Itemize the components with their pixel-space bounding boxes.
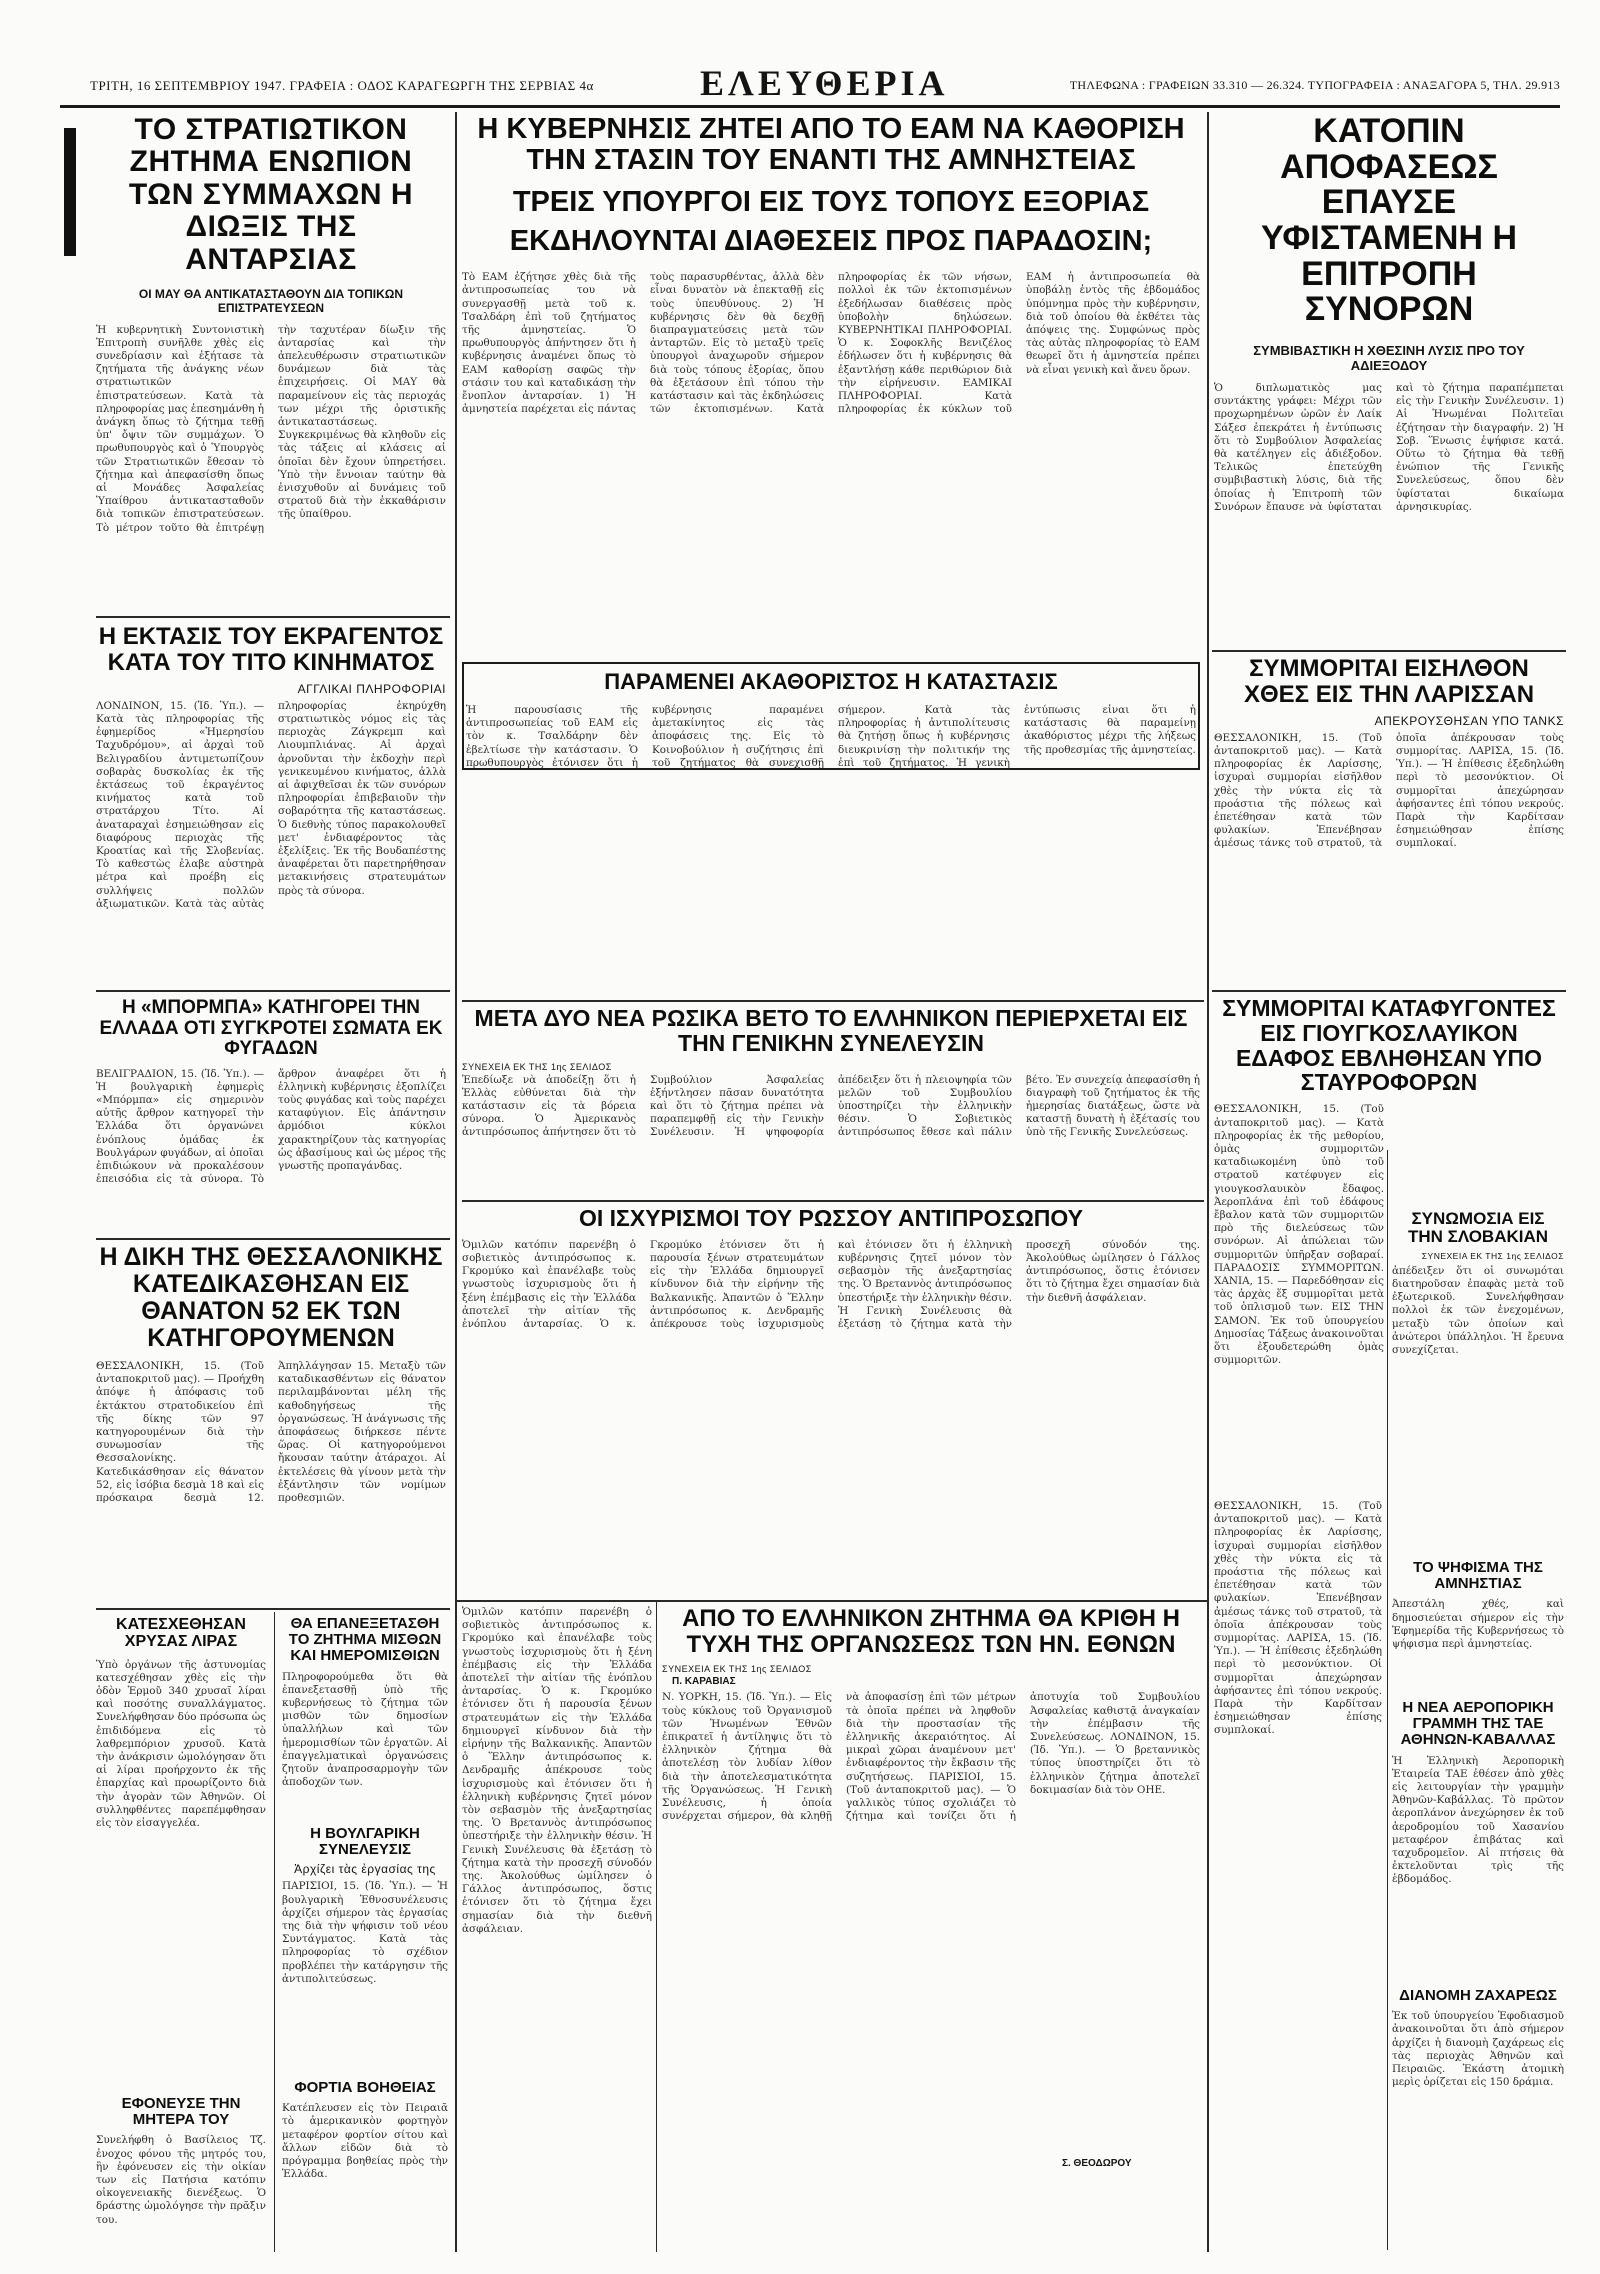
- relief-article: [282, 2080, 448, 2222]
- rule: [656, 1602, 657, 2252]
- left-lead-headline: ΤΟ ΣΤΡΑΤΙΩΤΙΚΟΝ ΖΗΤΗΜΑ ΕΝΩΠΙΟΝ ΤΩΝ ΣΥΜΜΑΧΩΝ Η ΔΙΩΞΙΣ ΤΗΣ ΑΝΤΑΡΣΙΑΣ: [128, 113, 414, 276]
- un-headline: ΑΠΟ ΤΟ ΕΛΛΗΝΙΚΟΝ ΖΗΤΗΜΑ ΘΑ ΚΡΙΘΗ Η ΤΥΧΗ ΤΗΣ ΟΡΓΑΝΩΣΕΩΣ ΤΩΝ ΗΝ. ΕΘΝΩΝ: [682, 1605, 1180, 1658]
- relief-body: Κατέπλευσεν εἰς τὸν Πειραιᾶ τὸ ἀμερικανικὸν φορτηγὸν μεταφέρον φορτίον σίτου καὶ ἄλλων εἰδῶν διὰ τὸ πρόγραμμα βοηθείας πρὸς τὴν Ἑλλάδα.: [282, 2102, 448, 2181]
- un-signature: Σ. ΘΕΟΔΩΡΟΥ: [1062, 2158, 1132, 2169]
- relief-headline: ΦΟΡΤΙΑ ΒΟΗΘΕΙΑΣ: [294, 2079, 436, 2096]
- larissa-headline: ΣΥΜΜΟΡΙΤΑΙ ΕΙΣΗΛΘΟΝ ΧΘΕΣ ΕΙΣ ΤΗΝ ΛΑΡΙΣΣΑΝ: [1243, 655, 1535, 708]
- larissa-article: [1214, 656, 1564, 982]
- rule: [1212, 650, 1566, 652]
- tito-article: [96, 624, 446, 980]
- rule: [96, 1608, 450, 1610]
- left-lead-body: Ἡ κυβερνητικὴ Συντονιστικὴ Ἐπιτροπὴ συνῆλθε χθὲς εἰς συνεδρίασιν καὶ ἐξήτασε τὰ ζητήματα τῆς ἀνάγκης νέων στρατιωτικῶν ἐπιστρατεύσεων. Κατὰ τὰ πληροφορίας μας ἐπεσημάνθη ἡ ἀνάγκη ὅπως τὸ ζήτημα τεθῇ ὑπ' ὄψιν τῶν συμμάχων. Ὁ πρωθυπουργὸς καὶ ὁ Ὑπουργὸς τῶν Στρατιωτικῶν ἔθεσαν τὸ ζήτημα καὶ ἀπεφασίσθη ὅπως αἱ Μονάδες Ἀσφαλείας Ὑπαίθρου ἀντικατασταθοῦν διὰ τοπικῶν ἐπιστρατεύσεων. Τὸ μέτρον τοῦτο θὰ ἐπιτρέψῃ τὴν ταχυτέραν δίωξιν τῆς ἀνταρσίας καὶ τὴν ἀπελευθέρωσιν στρατιωτικῶν δυνάμεων διὰ τὰς ἐπιχειρήσεις. Οἱ ΜΑΥ θὰ παραμείνουν εἰς τὰς περιοχάς των μέχρι τῆς ὁριστικῆς ἀντικαταστάσεως. Συγκεκριμένως θὰ κληθοῦν εἰς τὰς τάξεις αἱ κλάσεις αἱ ὁποῖαι δὲν ἔχουν ὑπηρετήσει. Ὑπὸ τὴν ἔννοιαν ταύτην θὰ ἐνισχυθοῦν αἱ δυνάμεις τοῦ στρατοῦ διὰ τὴν ἐκκαθάρισιν τῆς ὑπαίθρου.: [96, 323, 446, 534]
- rule: [462, 1000, 1204, 1002]
- borba-article: [96, 998, 446, 1238]
- bulgarian-assembly-body: ΠΑΡΙΣΙΟΙ, 15. (Ἰδ. Ὑπ.). — Ἡ βουλγαρικὴ Ἐθνοσυνέλευσις ἀρχίζει σήμερον τὰς ἐργασίας της διὰ τὴν ψήφισιν τοῦ νέου Συντάγματος. Κατὰ τὰς πληροφορίας τὸ σχέδιον προβλέπει τὴν κατάργησιν τῆς ἀντιπολιτεύσεως.: [282, 1880, 448, 1985]
- situation-headline: ΠΑΡΑΜΕΝΕΙ ΑΚΑΘΟΡΙΣΤΟΣ Η ΚΑΤΑΣΤΑΣΙΣ: [604, 669, 1058, 694]
- rule: [96, 990, 450, 992]
- un-article: [662, 1606, 1200, 2251]
- bulgarian-assembly-article: [282, 1826, 448, 2010]
- center-lead-headline-3: ΕΚΔΗΛΟΥΝΤΑΙ ΔΙΑΘΕΣΕΙΣ ΠΡΟΣ ΠΑΡΑΔΟΣΙΝ;: [509, 224, 1153, 257]
- masthead-phones: ΤΗΛΕΦΩΝΑ : ΓΡΑΦΕΙΩΝ 33.310 — 26.324. ΤΥΠΟΓΡΑΦΕΙΑ : ΑΝΑΞΑΓΟΡΑ 5, ΤΗΛ. 29.913: [1069, 78, 1560, 92]
- gold-body: Ὑπὸ ὀργάνων τῆς ἀστυνομίας κατεσχέθησαν χθὲς εἰς τὴν ὁδὸν Ἑρμοῦ 340 χρυσαῖ λίραι καὶ ποσότης συναλλάγματος. Συνελήφθησαν δύο πρόσωπα ὡς ἐπιδιδόμενα εἰς τὸ λαθρεμπόριον χρυσοῦ. Κατὰ τὴν ἀνάκρισιν ὡμολόγησαν ὅτι αἱ λίραι προήρχοντο ἐκ τῆς ἐπαρχίας καὶ προωρίζοντο διὰ τὴν ἀγορὰν τῶν Ἀθηνῶν. Οἱ συλληφθέντες παρεπέμφθησαν εἰς τὸν εἰσαγγελέα.: [96, 1658, 266, 1829]
- claims-article: [462, 1206, 1200, 1589]
- tito-tag: ΑΓΓΛΙΚΑΙ ΠΛΗΡΟΦΟΡΙΑΙ: [297, 681, 446, 696]
- un-body: Ν. ΥΟΡΚΗ, 15. (Ἰδ. Ὑπ.). — Εἰς τοὺς κύκλους τοῦ Ὀργανισμοῦ τῶν Ἡνωμένων Ἐθνῶν ἐπικρατεῖ ἡ ἀντίληψις ὅτι τὸ ἑλληνικὸν ζήτημα θὰ ἀποτελέσῃ τὸν λυδίαν λίθον διὰ τὴν ἀποτελεσματικότητα τῆς Ὀργανώσεως. Ἡ Γενικὴ Συνέλευσις, ἡ ὁποία συνέρχεται σήμερον, θὰ κληθῇ νὰ ἀποφασίσῃ ἐπὶ τῶν μέτρων τὰ ὁποῖα πρέπει νὰ ληφθοῦν διὰ τὴν προστασίαν τῆς ἑλληνικῆς ἀκεραιότητος. Αἱ μικραὶ χῶραι ἀναμένουν μετ' ἐνδιαφέροντος τὴν ἔκβασιν τῆς συζητήσεως. ΠΑΡΙΣΙΟΙ, 15. (Τοῦ ἀνταποκριτοῦ μας). — Ὁ γαλλικὸς τύπος σχολιάζει τὸ ζήτημα καὶ τονίζει ὅτι ἡ ἀποτυχία τοῦ Συμβουλίου Ἀσφαλείας καθιστᾷ ἀναγκαίαν τὴν ἐπέμβασιν τῆς Συνελεύσεως. ΛΟΝΔΙΝΟΝ, 15. (Ἰδ. Ὑπ.). — Ὁ βρεταννικὸς τύπος ὑποστηρίζει ὅτι τὸ ἑλληνικὸν ζήτημα ἀποτελεῖ δοκιμασίαν διὰ τὸν ΟΗΕ.: [662, 1691, 1200, 1823]
- refuge-headline: ΣΥΜΜΟΡΙΤΑΙ ΚΑΤΑΦΥΓΟΝΤΕΣ ΕΙΣ ΓΙΟΥΓΚΟΣΛΑΥΙΚΟΝ ΕΔΑΦΟΣ ΕΒΛΗΘΗΣΑΝ ΥΠΟ ΣΤΑΥΡΟΦΟΡΩΝ: [1222, 995, 1556, 1096]
- rule: [96, 616, 450, 618]
- rule: [1387, 1150, 1388, 2250]
- masthead: [60, 64, 1560, 108]
- larissa-tag: ΑΠΕΚΡΟΥΣΘΗΣΑΝ ΥΠΟ ΤΑΝΚΣ: [1374, 713, 1564, 728]
- rule: [96, 1238, 450, 1240]
- mother-body: Συνελήφθη ὁ Βασίλειος Τζ. ἐνοχος φόνου τῆς μητρός του, ἣν ἐφόνευσεν εἰς τὴν οἰκίαν των εἰς Πατήσια κατόπιν οἰκογενειακῆς διενέξεως. Ὁ δράστης ὡμολόγησε τὴν πρᾶξιν του.: [96, 2134, 266, 2226]
- refuge-body: ΘΕΣΣΑΛΟΝΙΚΗ, 15. (Τοῦ ἀνταποκριτοῦ μας). — Κατὰ πληροφορίας ἐκ τῆς μεθορίου, ὁμὰς συμμοριτῶν καταδιωκομένη ὑπὸ τοῦ στρατοῦ κατέφυγεν εἰς γιουγκοσλαυικὸν ἔδαφος. Ἀεροπλάνα ἐπὶ τοῦ ἐδάφους ἔβαλον κατὰ τῶν συμμοριτῶν πρὸ τῆς διελεύσεως τῶν συνόρων. Αἱ ἀπώλειαι τῶν συμμοριτῶν ὑπῆρξαν σοβαραί. ΠΑΡΑΔΟΣΙΣ ΣΥΜΜΟΡΙΤΩΝ. ΧΑΝΙΑ, 15. — Παρεδόθησαν εἰς τὰς ἀρχὰς ἕξ συμμορῖται μετὰ τοῦ ὁπλισμοῦ των. ΕΙΣ ΤΗΝ ΣΑΜΟΝ. Ἐκ τοῦ ὑπουργείου Δημοσίας Τάξεως ἀνακοινοῦται ὅτι ἐξουδετερώθη ὁμὰς συμμοριτῶν.: [1214, 1103, 1384, 1367]
- gold-article: [96, 1616, 266, 1959]
- column-rule-left: [455, 112, 457, 2252]
- amnesty-vote-article: [1392, 1560, 1564, 1664]
- center-lead-headline-1: Η ΚΥΒΕΡΝΗΣΙΣ ΖΗΤΕΙ ΑΠΟ ΤΟ ΕΑΜ ΝΑ ΚΑΘΟΡΙΣΗ ΤΗΝ ΣΤΑΣΙΝ ΤΟΥ ΕΝΑΝΤΙ ΤΗΣ ΑΜΝΗΣΤΕΙΑΣ: [477, 113, 1185, 177]
- rule: [455, 1600, 1207, 1602]
- slovakia-tag: ΣΥΝΕΧΕΙΑ ΕΚ ΤΗΣ 1ης ΣΕΛΙΔΟΣ: [1421, 1250, 1564, 1261]
- mother-headline: ΕΦΟΝΕΥΣΕ ΤΗΝ ΜΗΤΕΡΑ ΤΟΥ: [121, 2095, 241, 2129]
- bulgarian-assembly-tag: Ἀρχίζει τὰς ἐργασίας της: [294, 1862, 436, 1877]
- situation-body: Ἡ παρουσίασις τῆς ἀντιπροσωπείας τοῦ ΕΑΜ εἰς τὸν κ. Τσαλδάρην δὲν ἐβελτίωσε τὴν κατάστασιν. Ὁ πρωθυπουργὸς ἐτόνισεν ὅτι ἡ κυβέρνησις παραμένει ἀμετακίνητος εἰς τὰς ἀποφάσεις της. Εἰς τὸ Κοινοβούλιον ἡ συζήτησις ἐπὶ τοῦ ζητήματος θὰ συνεχισθῇ σήμερον. Κατὰ τὰς πληροφορίας ἡ ἀντιπολίτευσις θὰ ζητήσῃ ὅπως ἡ κυβέρνησις διευκρινίσῃ τὴν πολιτικήν της ἐπὶ τοῦ ζητήματος. Ἡ γενικὴ ἐντύπωσις εἶναι ὅτι ἡ κατάστασις θὰ παραμείνῃ ἀκαθόριστος μέχρι τῆς λήξεως τῆς προθεσμίας τῆς ἀμνηστείας.: [466, 704, 1196, 769]
- sugar-headline: ΔΙΑΝΟΜΗ ΖΑΧΑΡΕΩΣ: [1399, 1987, 1557, 2004]
- veto-tag: ΣΥΝΕΧΕΙΑ ΕΚ ΤΗΣ 1ης ΣΕΛΙΔΟΣ: [462, 1061, 612, 1072]
- salaries-headline: ΘΑ ΕΠΑΝΕΞΕΤΑΣΘΗ ΤΟ ΖΗΤΗΜΑ ΜΙΣΘΩΝ ΚΑΙ ΗΜΕΡΟΜΙΣΘΙΩΝ: [288, 1615, 442, 1665]
- airline-headline: Η ΝΕΑ ΑΕΡΟΠΟΡΙΚΗ ΓΡΑΜΜΗ ΤΗΣ ΤΑΕ ΑΘΗΝΩΝ-ΚΑΒΑΛΛΑΣ: [1400, 1699, 1556, 1749]
- right-lead-headline: ΚΑΤΟΠΙΝ ΑΠΟΦΑΣΕΩΣ ΕΠΑΥΣΕ ΥΦΙΣΤΑΜΕΝΗ Η ΕΠΙΤΡΟΠΗ ΣΥΝΟΡΩΝ: [1260, 112, 1518, 329]
- un-byline: Π. ΚΑΡΑΒΙΑΣ: [672, 1675, 736, 1687]
- newspaper-title: ΕΛΕΥΘΕΡΙΑ: [700, 63, 949, 103]
- bulgarian-assembly-headline: Η ΒΟΥΛΓΑΡΙΚΗ ΣΥΝΕΛΕΥΣΙΣ: [310, 1825, 420, 1859]
- thessaloniki-headline: Η ΔΙΚΗ ΤΗΣ ΘΕΣΣΑΛΟΝΙΚΗΣ ΚΑΤΕΔΙΚΑΣΘΗΣΑΝ ΕΙΣ ΘΑΝΑΤΟΝ 52 ΕΚ ΤΩΝ ΚΑΤΗΓΟΡΟΥΜΕΝΩΝ: [99, 1243, 443, 1352]
- claims-body: Ὁμιλῶν κατόπιν παρενέβη ὁ σοβιετικὸς ἀντιπρόσωπος κ. Γκρομύκο καὶ ἐπανέλαβε τοὺς γνωστοὺς ἰσχυρισμοὺς ὅτι ἡ ξένη ἐπέμβασις εἰς τὴν Ἑλλάδα ἀποτελεῖ τὴν αἰτίαν τῆς ἐνόπλου ἀνταρσίας. Ὁ κ. Γκρομύκο ἐτόνισεν ὅτι ἡ παρουσία ξένων στρατευμάτων εἰς τὴν Ἑλλάδα δημιουργεῖ κίνδυνον διὰ τὴν εἰρήνην τῆς Βαλκανικῆς. Ἀπαντῶν ὁ Ἕλλην ἀντιπρόσωπος κ. Δενδραμῆς ἀπέκρουσε τοὺς ἰσχυρισμοὺς καὶ ἐτόνισεν ὅτι ἡ ἑλληνικὴ κυβέρνησις ζητεῖ μόνον τὸν σεβασμὸν τῆς ἀνεξαρτησίας της. Ὁ Βρεταννὸς ἀντιπρόσωπος ὑπεστήριξε τὴν ἑλληνικὴν θέσιν. Ἡ Γενικὴ Συνέλευσις θὰ ἐξετάσῃ τὸ ζήτημα κατὰ τὴν προσεχῆ σύνοδόν της. Ἀκολούθως ὡμίλησεν ὁ Γάλλος ἀντιπρόσωπος, ὅστις ἐτόνισεν ὅτι τὸ ζήτημα ἔχει σημασίαν διὰ τὴν διεθνῆ ἀσφάλειαν.: [462, 1238, 1200, 1331]
- center-lead-headline-2: ΤΡΕΙΣ ΥΠΟΥΡΓΟΙ ΕΙΣ ΤΟΥΣ ΤΟΠΟΥΣ ΕΞΟΡΙΑΣ: [512, 185, 1150, 218]
- gold-headline: ΚΑΤΕΣΧΕΘΗΣΑΝ ΧΡΥΣΑΣ ΛΙΡΑΣ: [116, 1616, 246, 1651]
- rule: [462, 1200, 1204, 1202]
- borba-body: ΒΕΛΙΓΡΑΔΙΟΝ, 15. (Ἰδ. Ὑπ.). — Ἡ βουλγαρικὴ ἐφημερὶς «Μπόρμπα» εἰς σημερινὸν αὐτῆς ἄρθρον κατηγορεῖ τὴν Ἑλλάδα ὅτι ὀργανώνει ἐνόπλους ὁμάδας ἐκ Βουλγάρων φυγάδων, αἱ ὁποῖαι ἐπιδιώκουν νὰ προκαλέσουν ἐπεισόδια εἰς τὰ σύνορα. Τὸ ἄρθρον ἀναφέρει ὅτι ἡ ἑλληνικὴ κυβέρνησις ἐξοπλίζει τοὺς φυγάδας καὶ τοὺς παρέχει καταφύγιον. Εἰς ἀπάντησιν ἁρμόδιοι κύκλοι χαρακτηρίζουν τὰς κατηγορίας ὡς ἀβασίμους καὶ ὡς μέρος τῆς γνωστῆς προπαγάνδας.: [96, 1067, 446, 1186]
- left-lead-article: [96, 114, 446, 554]
- column-rule-right: [1207, 112, 1209, 2252]
- veto-body: Ἐπεδίωξε νὰ ἀποδείξῃ ὅτι ἡ Ἑλλὰς εὐθύνεται διὰ τὴν κατάστασιν εἰς τὰ βόρεια σύνορα. Ὁ Ἀμερικανὸς ἀντιπρόσωπος ἀπήντησεν ὅτι τὸ Συμβούλιον Ἀσφαλείας ἐξήντλησεν πᾶσαν δυνατότητα καὶ ὅτι τὸ ζήτημα πρέπει νὰ παραπεμφθῇ εἰς τὴν Γενικὴν Συνέλευσιν. Ἡ ψηφοφορία ἀπέδειξεν ὅτι ἡ πλειοψηφία τῶν μελῶν τοῦ Συμβουλίου ὑποστηρίζει τὴν ἑλληνικὴν θέσιν. Ὁ Σοβιετικὸς ἀντιπρόσωπος ἔθεσε καὶ πάλιν βέτο. Ἐν συνεχείᾳ ἀπεφασίσθη ἡ διαγραφὴ τοῦ ζητήματος ἐκ τῆς ἡμερησίας διατάξεως, ὥστε νὰ καταστῇ δυνατὴ ἡ ἐξέτασίς του ὑπὸ τῆς Γενικῆς Συνελεύσεως.: [462, 1073, 1200, 1139]
- slovakia-body: ἀπέδειξεν ὅτι οἱ συνωμόται διατηροῦσαν ἐπαφὰς μετὰ τοῦ ἐξωτερικοῦ. Συνελήφθησαν πολλοὶ ἐκ τῶν ἐνεχομένων, μεταξὺ τῶν ὁποίων καὶ ἀνώτεροι ὑπάλληλοι. Ἡ ἔρευνα συνεχίζεται.: [1392, 1264, 1564, 1356]
- airline-body: Ἡ Ἑλληνικὴ Ἀεροπορικὴ Ἑταιρεία ΤΑΕ ἐθέσεν ἀπὸ χθὲς εἰς λειτουργίαν τὴν γραμμὴν Ἀθηνῶν-Καβάλλας. Τὸ πρῶτον ἀεροπλάνον ἀνεχώρησεν ἐκ τοῦ ἀεροδρομίου τοῦ Χασανίου μεταφέρον ἐπιβάτας καὶ ταχυδρομεῖον. Αἱ πτήσεις θὰ ἐκτελοῦνται τρὶς τῆς ἑβδομάδος.: [1392, 1754, 1564, 1886]
- sugar-body: Ἐκ τοῦ ὑπουργείου Ἐφοδιασμοῦ ἀνακοινοῦται ὅτι ἀπὸ σήμερον ἀρχίζει ἡ διανομὴ ζαχάρεως εἰς τὰς περιοχὰς Ἀθηνῶν καὶ Πειραιῶς. Ἑκάστη ἀτομικὴ μερὶς ὁρίζεται εἰς 150 δράμια.: [1392, 2010, 1564, 2089]
- center-lead-body: Τὸ ΕΑΜ ἐζήτησε χθὲς διὰ τῆς ἀντιπροσωπείας του νὰ συνεργασθῇ μετὰ τοῦ κ. Τσαλδάρη ἐπὶ τοῦ ζητήματος τῆς ἀμνηστείας. Ὁ πρωθυπουργὸς ἀπήντησεν ὅτι ἡ κυβέρνησις ἀναμένει ὅπως τὸ ΕΑΜ καθορίσῃ σαφῶς τὴν στάσιν του καὶ καταδικάσῃ τὴν ἔνοπλον ἀνταρσίαν. 1) Ἡ ἀμνηστεία παρέχεται εἰς πάντας τοὺς παρασυρθέντας, ἀλλὰ δὲν εἶναι δυνατὸν νὰ ἐπεκταθῇ εἰς τοὺς ὑπευθύνους. 2) Ἡ κυβέρνησις δὲν θὰ δεχθῇ διαπραγματεύσεις μετὰ τῶν ἀνταρτῶν. Εἰς τὸ μεταξὺ τρεῖς ὑπουργοὶ ἀναχωροῦν σήμερον διὰ τοὺς τόπους ἐξορίας, ὅπου θὰ ἐξετάσουν ἐπὶ τόπου τὴν κατάστασιν καὶ τὰς ἐκδηλώσεις τῶν ἐκτοπισμένων. Κατὰ πληροφορίας ἐκ τῶν νήσων, πολλοὶ ἐκ τῶν ἐκτοπισμένων ἐξεδήλωσαν διαθέσεις πρὸς ὑποβολὴν δηλώσεων. ΚΥΒΕΡΝΗΤΙΚΑΙ ΠΛΗΡΟΦΟΡΙΑΙ. Ὁ κ. Σοφοκλῆς Βενιζέλος ἐδήλωσεν ὅτι ἡ κυβέρνησις θὰ ἐξαντλήσῃ κάθε περιθώριον διὰ τὴν εἰρήνευσιν. ΕΑΜΙΚΑΙ ΠΛΗΡΟΦΟΡΙΑΙ. Κατὰ πληροφορίας ἐκ κύκλων τοῦ ΕΑΜ ἡ ἀντιπροσωπεία θὰ ὑποβάλῃ ἐντὸς τῆς ἑβδομάδος ὑπόμνημα πρὸς τὴν κυβέρνησιν, διὰ τοῦ ὁποίου θὰ ἐκθέτει τὰς ἀπόψεις της. Συμφώνως πρὸς τὰς αὐτὰς πληροφορίας τὸ ΕΑΜ θεωρεῖ ὅτι ἡ ἀμνηστεία πρέπει νὰ εἶναι γενικὴ καὶ ἄνευ ὅρων.: [462, 271, 1200, 416]
- larissa-body: ΘΕΣΣΑΛΟΝΙΚΗ, 15. (Τοῦ ἀνταποκριτοῦ μας). — Κατὰ πληροφορίας ἐκ Λαρίσσης, ἰσχυραὶ συμμορίαι εἰσῆλθον χθὲς τὴν νύκτα εἰς τὰ προάστια τῆς πόλεως καὶ ἐπετέθησαν κατὰ τῶν φυλακίων. Ἐπενέβησαν ἀμέσως τάνκς τοῦ στρατοῦ, τὰ ὁποῖα ἀπέκρουσαν τοὺς συμμορίτας. ΛΑΡΙΣΑ, 15. (Ἰδ. Ὑπ.). — Ἡ ἐπίθεσις ἐξεδηλώθη περὶ τὸ μεσονύκτιον. Οἱ συμμορῖται ἀπεχώρησαν ἀφήσαντες ἐπὶ τόπου νεκρούς. Παρὰ τὴν Καρδίτσαν ἐσημειώθησαν ἐπίσης συμπλοκαί.: [1214, 731, 1564, 850]
- right-continuation-body: ΘΕΣΣΑΛΟΝΙΚΗ, 15. (Τοῦ ἀνταποκριτοῦ μας). — Κατὰ πληροφορίας ἐκ Λαρίσσης, ἰσχυραὶ συμμορίαι εἰσῆλθον χθὲς τὴν νύκτα εἰς τὰ προάστια τῆς πόλεως καὶ ἐπετέθησαν κατὰ τῶν φυλακίων. Ἐπενέβησαν ἀμέσως τάνκς τοῦ στρατοῦ, τὰ ὁποῖα ἀπέκρουσαν τοὺς συμμορίτας. ΛΑΡΙΣΑ, 15. (Ἰδ. Ὑπ.). — Ἡ ἐπίθεσις ἐξεδηλώθη περὶ τὸ μεσονύκτιον. Οἱ συμμορῖται ἀπεχώρησαν ἀφήσαντες ἐπὶ τόπου νεκρούς. Παρὰ τὴν Καρδίτσαν ἐσημειώθησαν ἐπίσης συμπλοκαί.: [1214, 1500, 1382, 1737]
- amnesty-vote-body: Ἀπεστάλη χθές, καὶ δημοσιεύεται σήμερον εἰς τὴν Ἐφημερίδα τῆς Κυβερνήσεως τὸ ψήφισμα περὶ ἀμνηστείας.: [1392, 1598, 1564, 1650]
- veto-headline: ΜΕΤΑ ΔΥΟ ΝΕΑ ΡΩΣΙΚΑ ΒΕΤΟ ΤΟ ΕΛΛΗΝΙΚΟΝ ΠΕΡΙΕΡΧΕΤΑΙ ΕΙΣ ΤΗΝ ΓΕΝΙΚΗΝ ΣΥΝΕΛΕΥΣΙΝ: [474, 1005, 1188, 1056]
- claims-headline: ΟΙ ΙΣΧΥΡΙΣΜΟΙ ΤΟΥ ΡΩΣΣΟΥ ΑΝΤΙΠΡΟΣΩΠΟΥ: [579, 1205, 1083, 1231]
- salaries-article: [282, 1616, 448, 1801]
- right-lead-subhead: ΣΥΜΒΙΒΑΣΤΙΚΗ Η ΧΘΕΣΙΝΗ ΛΥΣΙΣ ΠΡΟ ΤΟΥ ΑΔΙΕΞΟΔΟΥ: [1253, 343, 1525, 374]
- masthead-date-address: ΤΡΙΤΗ, 16 ΣΕΠΤΕΜΒΡΙΟΥ 1947. ΓΡΑΦΕΙΑ : ΟΔΟΣ ΚΑΡΑΓΕΩΡΓΗ ΤΗΣ ΣΕΡΒΙΑΣ 4α: [90, 78, 594, 93]
- tito-body: ΛΟΝΔΙΝΟΝ, 15. (Ἰδ. Ὑπ.). — Κατὰ τὰς πληροφορίας τῆς ἐφημερίδος «Ἡμερησίου Ταχυδρόμου», αἱ ἀρχαὶ τοῦ Βελιγραδίου ἀντιμετωπίζουν σοβαρὰς δυσκολίας ἐκ τῆς ἐκτάσεως τοῦ ἐκραγέντος κινήματος κατὰ τοῦ στρατάρχου Τίτο. Αἱ ἀναταραχαὶ ἐσημειώθησαν εἰς διαφόρους περιοχὰς τῆς Κροατίας καὶ τῆς Σλοβενίας. Τὸ καθεστὼς ἐλαβε αὐστηρὰ μέτρα καὶ προέβη εἰς συλλήψεις πολλῶν ἀξιωματικῶν. Κατὰ τὰς αὐτὰς πληροφορίας ἐκηρύχθη στρατιωτικὸς νόμος εἰς τὰς περιοχὰς Ζάγκρεμπ καὶ Λιουμπλιάνας. Αἱ ἀρχαὶ ἀρνοῦνται τὴν ἐκδοχὴν περὶ γενικευμένου κινήματος, ἀλλὰ αἱ ἀφιχθεῖσαι ἐκ τῶν συνόρων πληροφορίαι ἐπιβεβαιοῦν τὴν σοβαρότητα τῆς καταστάσεως. Ὁ διεθνὴς τύπος παρακολουθεῖ μετ' ἐνδιαφέροντος τὰς ἐξελίξεις. Ἐκ τῆς Βουδαπέστης ἀναφέρεται ὅτι παρετηρήθησαν μετακινήσεις στρατευμάτων πρὸς τὰ σύνορα.: [96, 699, 446, 910]
- slovakia-article: [1392, 1210, 1564, 1465]
- right-lead-article: [1214, 114, 1564, 672]
- thessaloniki-body: ΘΕΣΣΑΛΟΝΙΚΗ, 15. (Τοῦ ἀνταποκριτοῦ μας). — Προήχθη ἀπόψε ἡ ἀπόφασις τοῦ ἐκτάκτου στρατοδικείου ἐπὶ τῆς δίκης τῶν 97 κατηγορουμένων διὰ τὴν συνωμοσίαν τῆς Θεσσαλονίκης. Κατεδικάσθησαν εἰς θάνατον 52, εἰς ἰσόβια δεσμὰ 18 καὶ εἰς πρόσκαιρα δεσμὰ 12. Ἀπηλλάγησαν 15. Μεταξὺ τῶν καταδικασθέντων εἰς θάνατον περιλαμβάνονται μέλη τῆς καθοδηγήσεως τῆς ὀργανώσεως. Ἡ ἀνάγνωσις τῆς ἀποφάσεως διήρκεσε πέντε ὥρας. Οἱ κατηγορούμενοι ἤκουσαν ταύτην ἀτάραχοι. Αἱ ἐκτελέσεις θὰ γίνουν μετὰ τὴν ἐξάντλησιν τῶν νομίμων προθεσμιῶν.: [96, 1360, 446, 1505]
- center-continuation-body: Ὁμιλῶν κατόπιν παρενέβη ὁ σοβιετικὸς ἀντιπρόσωπος κ. Γκρομύκο καὶ ἐπανέλαβε τοὺς γνωστοὺς ἰσχυρισμοὺς ὅτι ἡ ξένη ἐπέμβασις εἰς τὴν Ἑλλάδα ἀποτελεῖ τὴν αἰτίαν τῆς ἐνόπλου ἀνταρσίας. Ὁ κ. Γκρομύκο ἐτόνισεν ὅτι ἡ παρουσία ξένων στρατευμάτων εἰς τὴν Ἑλλάδα δημιουργεῖ κίνδυνον διὰ τὴν εἰρήνην τῆς Βαλκανικῆς. Ἀπαντῶν ὁ Ἕλλην ἀντιπρόσωπος κ. Δενδραμῆς ἀπέκρουσε τοὺς ἰσχυρισμοὺς καὶ ἐτόνισεν ὅτι ἡ ἑλληνικὴ κυβέρνησις ζητεῖ μόνον τὸν σεβασμὸν τῆς ἀνεξαρτησίας της. Ὁ Βρεταννὸς ἀντιπρόσωπος ὑπεστήριξε τὴν ἑλληνικὴν θέσιν. Ἡ Γενικὴ Συνέλευσις θὰ ἐξετάσῃ τὸ ζήτημα κατὰ τὴν προσεχῆ σύνοδόν της. Ἀκολούθως ὡμίλησεν ὁ Γάλλος ἀντιπρόσωπος, ὅστις ἐτόνισεν ὅτι τὸ ζήτημα ἔχει σημασίαν διὰ τὴν διεθνῆ ἀσφάλειαν.: [462, 1606, 652, 1935]
- slovakia-headline: ΣΥΝΩΜΟΣΙΑ ΕΙΣ ΤΗΝ ΣΛΟΒΑΚΙΑΝ: [1407, 1209, 1549, 1247]
- rule: [274, 1612, 275, 2252]
- amnesty-vote-headline: ΤΟ ΨΗΦΙΣΜΑ ΤΗΣ ΑΜΝΗΣΤΙΑΣ: [1413, 1559, 1543, 1593]
- airline-article: [1392, 1700, 1564, 1955]
- tito-headline: Η ΕΚΤΑΣΙΣ ΤΟΥ ΕΚΡΑΓΕΝΤΟΣ ΚΑΤΑ ΤΟΥ ΤΙΤΟ ΚΙΝΗΜΑΤΟΣ: [98, 623, 444, 676]
- veto-article: [462, 1006, 1200, 1214]
- sugar-article: [1392, 1988, 1564, 2160]
- borba-headline: Η «ΜΠΟΡΜΠΑ» ΚΑΤΗΓΟΡΕΙ ΤΗΝ ΕΛΛΑΔΑ ΟΤΙ ΣΥΓΚΡΟΤΕΙ ΣΩΜΑΤΑ ΕΚ ΦΥΓΑΔΩΝ: [99, 997, 443, 1060]
- left-lead-subhead: ΟΙ ΜΑΥ ΘΑ ΑΝΤΙΚΑΤΑΣΤΑΘΟΥΝ ΔΙΑ ΤΟΠΙΚΩΝ ΕΠΙΣΤΡΑΤΕΥΣΕΩΝ: [138, 286, 404, 315]
- rule: [1212, 990, 1566, 992]
- center-lead-article: [462, 112, 1200, 639]
- margin-black-bar: [64, 128, 76, 256]
- mother-article: [96, 2096, 266, 2234]
- un-tag: ΣΥΝΕΧΕΙΑ ΕΚ ΤΗΣ 1ης ΣΕΛΙΔΟΣ: [662, 1663, 812, 1674]
- salaries-body: Πληροφορούμεθα ὅτι θὰ ἐπανεξετασθῇ ὑπὸ τῆς κυβερνήσεως τὸ ζήτημα τῶν μισθῶν τῶν δημοσίων ὑπαλλήλων καὶ τῶν ἡμερομισθίων τῶν ἐργατῶν. Αἱ ἐπαγγελματικαὶ ὀργανώσεις ζητοῦν ἀναπροσαρμογὴν τῶν ἀποδοχῶν των.: [282, 1670, 448, 1789]
- thessaloniki-trial-article: [96, 1244, 446, 1600]
- right-lead-body: Ὁ διπλωματικὸς μας συντάκτης γράφει: Μέχρι τῶν προχωρημένων ὡρῶν ἐν Λαίκ Σάξεσ ἐπεκράτει ἡ ἐντύπωσις ὅτι τὸ Συμβούλιον Ἀσφαλείας θὰ κατέληγεν εἰς ἀδιέξοδον. Τελικῶς ἐπετεύχθη συμβιβαστικὴ λύσις, διὰ τῆς ὁποίας ἡ Ἐπιτροπὴ τῶν Συνόρων ἔπαυσε νὰ ὑφίσταται καὶ τὸ ζήτημα παραπέμπεται εἰς τὴν Γενικὴν Συνέλευσιν. 1) Αἱ Ἡνωμέναι Πολιτεῖαι ἐζήτησαν τὴν διαγραφήν. 2) Ἡ Σοβ. Ἕνωσις ἐψήφισε κατά. Οὕτω τὸ ζήτημα θὰ τεθῇ ἐνώπιον τῆς Γενικῆς Συνελεύσεως, ὅπου δὲν ὑφίσταται δικαίωμα ἀρνησικυρίας.: [1214, 382, 1564, 513]
